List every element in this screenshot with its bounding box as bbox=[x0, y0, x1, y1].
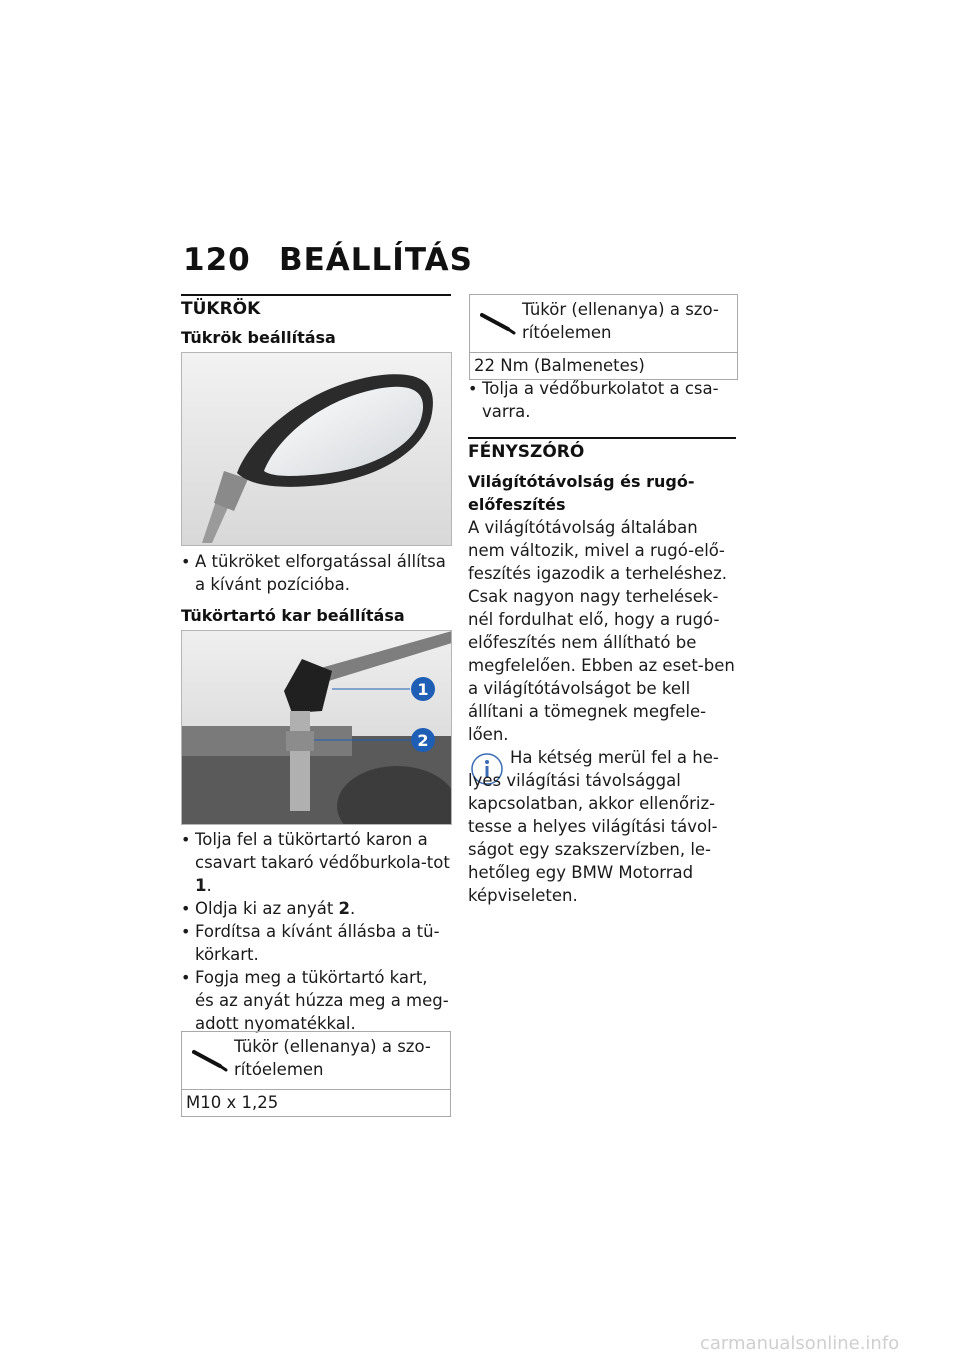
torque-label: Tükör (ellenanya) a szo-rítóelemen bbox=[234, 1037, 431, 1079]
section-rule bbox=[181, 294, 451, 296]
torque-label: Tükör (ellenanya) a szo-rítóelemen bbox=[522, 300, 719, 342]
bullet-list-2 bbox=[181, 828, 451, 1035]
torque-value: M10 x 1,25 bbox=[186, 1093, 279, 1112]
section-title-mirrors: TÜKRÖK bbox=[181, 299, 261, 319]
list-item: • A tükröket elforgatással állítsa a kívánt pozícióba. bbox=[181, 550, 451, 596]
subsection-title-mirror-adjust: Tükrök beállítása bbox=[181, 328, 336, 347]
mirror-arm-figure bbox=[181, 630, 452, 825]
mirror-illustration bbox=[182, 353, 451, 545]
section-title-headlight: FÉNYSZÓRÓ bbox=[468, 442, 585, 462]
torque-wrench-icon bbox=[192, 1048, 228, 1072]
info-note: Ha kétség merül fel a he-lyes világítási távolsággal kapcsolatban, akkor ellenőriz-tesse a helyes világítási távol-ságot egy szakszervízben, le-hetőleg egy BMW Motorrad képviseleten. bbox=[468, 748, 719, 905]
list-item: • Fordítsa a kívánt állásba a tü-körkart. bbox=[181, 920, 451, 966]
bullet-list-3 bbox=[468, 377, 736, 423]
list-item: • Tolja fel a tükörtartó karon a csavart takaró védőburkola-tot 1. bbox=[181, 828, 451, 897]
mirror-arm-illustration bbox=[182, 631, 451, 824]
list-item: • Oldja ki az anyát 2. bbox=[181, 897, 451, 920]
watermark: carmanualsonline.info bbox=[700, 1333, 900, 1354]
page-header bbox=[183, 242, 473, 278]
subsection-title-arm-adjust: Tükörtartó kar beállítása bbox=[181, 606, 405, 625]
subsection-title-beam-range: Világítótávolság és rugó-előfeszítés bbox=[468, 472, 695, 514]
torque-table-right bbox=[469, 294, 738, 380]
torque-wrench-icon bbox=[480, 311, 516, 335]
torque-table-left bbox=[181, 1031, 451, 1117]
list-item: • Tolja a védőburkolatot a csa-varra. bbox=[468, 377, 736, 423]
list-item: • Fogja meg a tükörtartó kart, és az anyát húzza meg a meg-adott nyomatékkal. bbox=[181, 966, 451, 1035]
mirror-figure bbox=[181, 352, 452, 546]
callout-1: 1 bbox=[417, 680, 429, 699]
page-title: BEÁLLÍTÁS bbox=[279, 242, 473, 278]
torque-value: 22 Nm (Balmenetes) bbox=[474, 356, 645, 375]
section-rule bbox=[468, 437, 736, 439]
callout-2: 2 bbox=[417, 731, 429, 750]
bullet-list-1 bbox=[181, 550, 451, 596]
page-number: 120 bbox=[183, 242, 251, 278]
body-paragraph: A világítótávolság általában nem változik, mivel a rugó-elő-feszítés igazodik a terheléshez. Csak nagyon nagy terhelések-nél fordulhat elő, hogy a rugó-előfeszítés nem állítható be megfelelően. Ebben az eset-ben a világítótávolságot be kell állítani a tömegnek megfele-lően. bbox=[468, 518, 735, 744]
